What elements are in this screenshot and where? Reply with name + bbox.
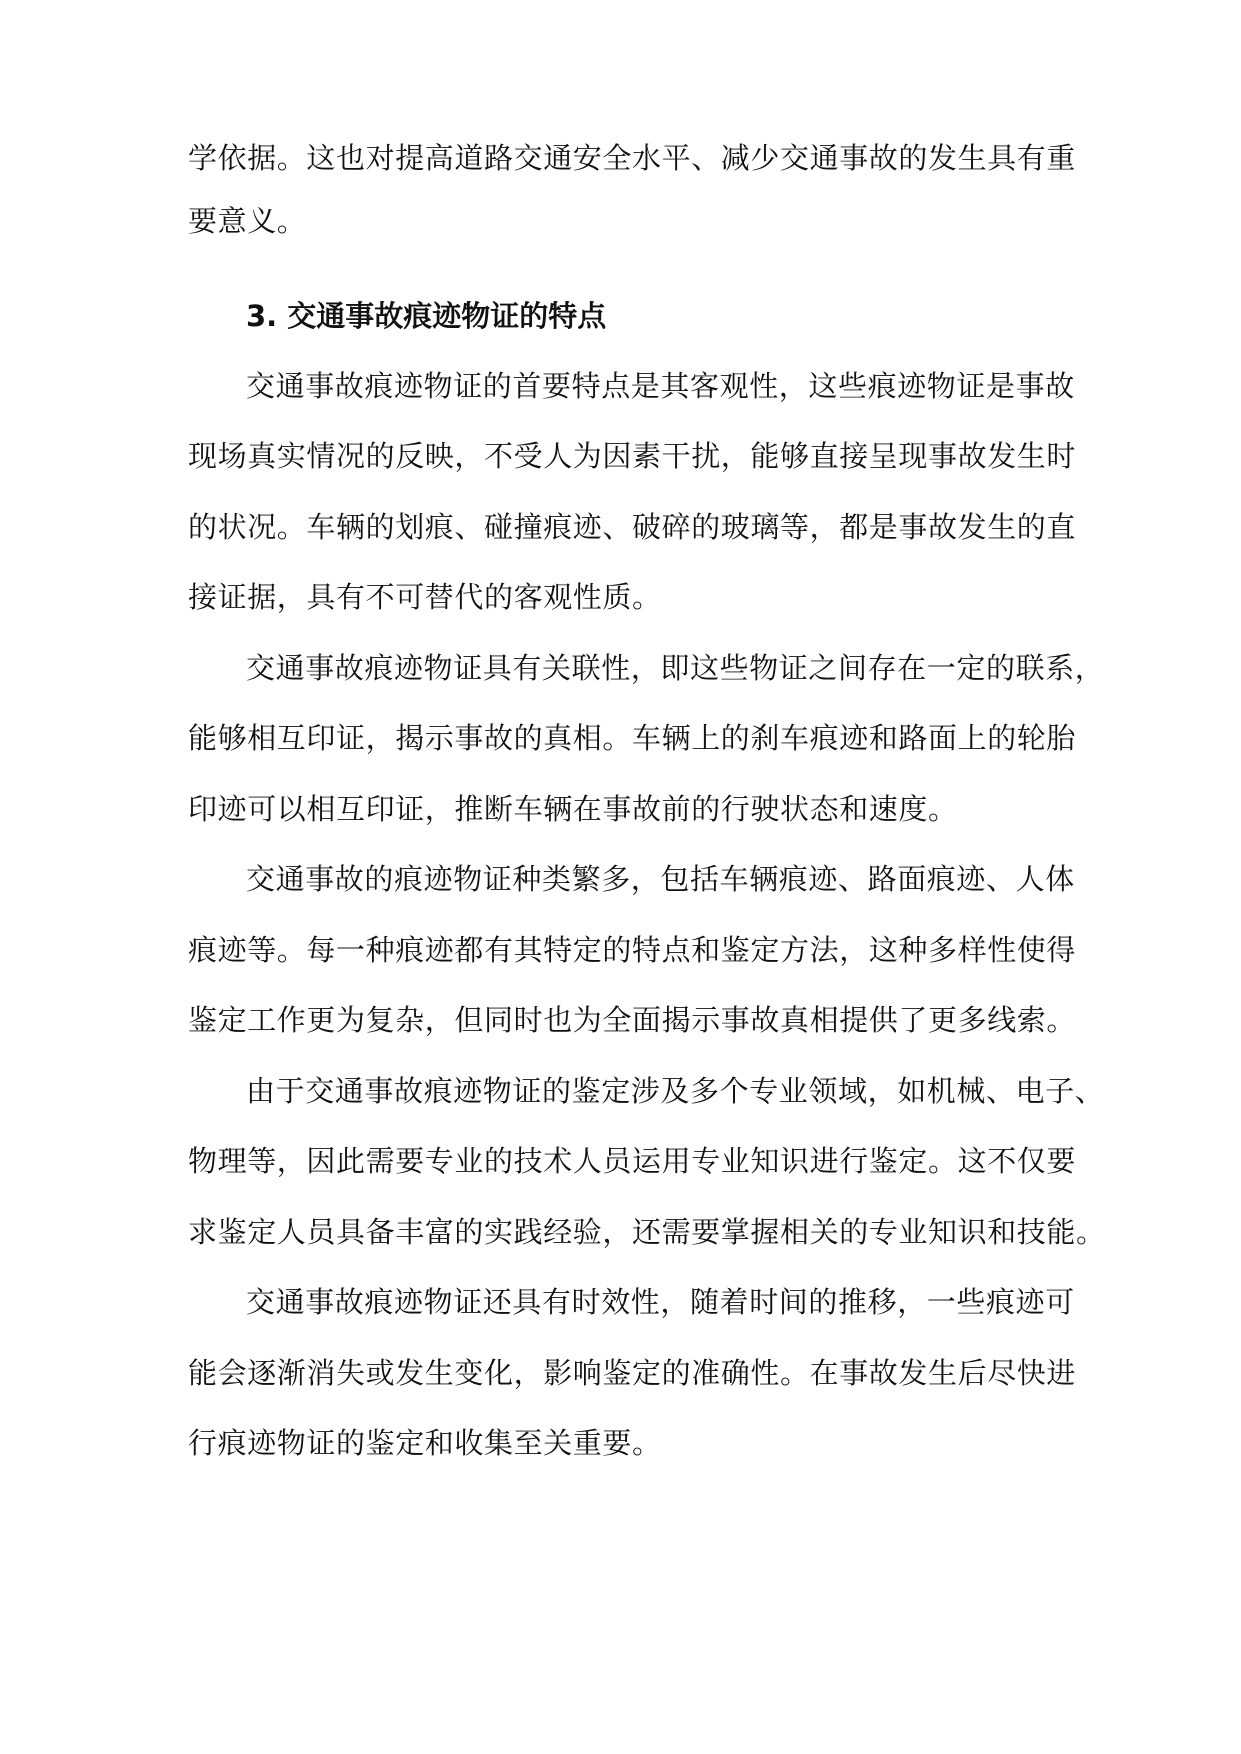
paragraph-5-line-2: 能会逐渐消失或发生变化，影响鉴定的准确性。在事故发生后尽快进 — [188, 1356, 1077, 1390]
paragraph-2-line-3: 印迹可以相互印证，推断车辆在事故前的行驶状态和速度。 — [188, 792, 958, 826]
paragraph-4-line-3: 求鉴定人员具备丰富的实践经验，还需要掌握相关的专业知识和技能。 — [188, 1215, 1106, 1249]
paragraph-3-line-3: 鉴定工作更为复杂，但同时也为全面揭示事故真相提供了更多线索。 — [188, 1003, 1077, 1037]
paragraph-1-line-1: 交通事故痕迹物证的首要特点是其客观性，这些痕迹物证是事故 — [246, 369, 1075, 403]
paragraph-4-line-2: 物理等，因此需要专业的技术人员运用专业知识进行鉴定。这不仅要 — [188, 1144, 1077, 1178]
paragraph-1-line-2: 现场真实情况的反映，不受人为因素干扰，能够直接呈现事故发生时 — [188, 439, 1077, 473]
paragraph-3-line-1: 交通事故的痕迹物证种类繁多，包括车辆痕迹、路面痕迹、人体 — [246, 862, 1075, 896]
section-heading: 3. 交通事故痕迹物证的特点 — [246, 299, 607, 333]
paragraph-1-line-3: 的状况。车辆的划痕、碰撞痕迹、破碎的玻璃等，都是事故发生的直 — [188, 510, 1077, 544]
paragraph-1-line-4: 接证据，具有不可替代的客观性质。 — [188, 580, 662, 614]
paragraph-3-line-2: 痕迹等。每一种痕迹都有其特定的特点和鉴定方法，这种多样性使得 — [188, 933, 1077, 967]
paragraph-5-line-3: 行痕迹物证的鉴定和收集至关重要。 — [188, 1426, 662, 1460]
paragraph-2-line-1: 交通事故痕迹物证具有关联性，即这些物证之间存在一定的联系， — [246, 651, 1105, 685]
paragraph-4-line-1: 由于交通事故痕迹物证的鉴定涉及多个专业领域，如机械、电子、 — [246, 1074, 1105, 1108]
paragraph-5-line-1: 交通事故痕迹物证还具有时效性，随着时间的推移，一些痕迹可 — [246, 1285, 1075, 1319]
paragraph-2-line-2: 能够相互印证，揭示事故的真相。车辆上的刹车痕迹和路面上的轮胎 — [188, 721, 1077, 755]
intro-line-1: 学依据。这也对提高道路交通安全水平、减少交通事故的发生具有重 — [188, 141, 1077, 175]
intro-line-2: 要意义。 — [188, 204, 307, 238]
